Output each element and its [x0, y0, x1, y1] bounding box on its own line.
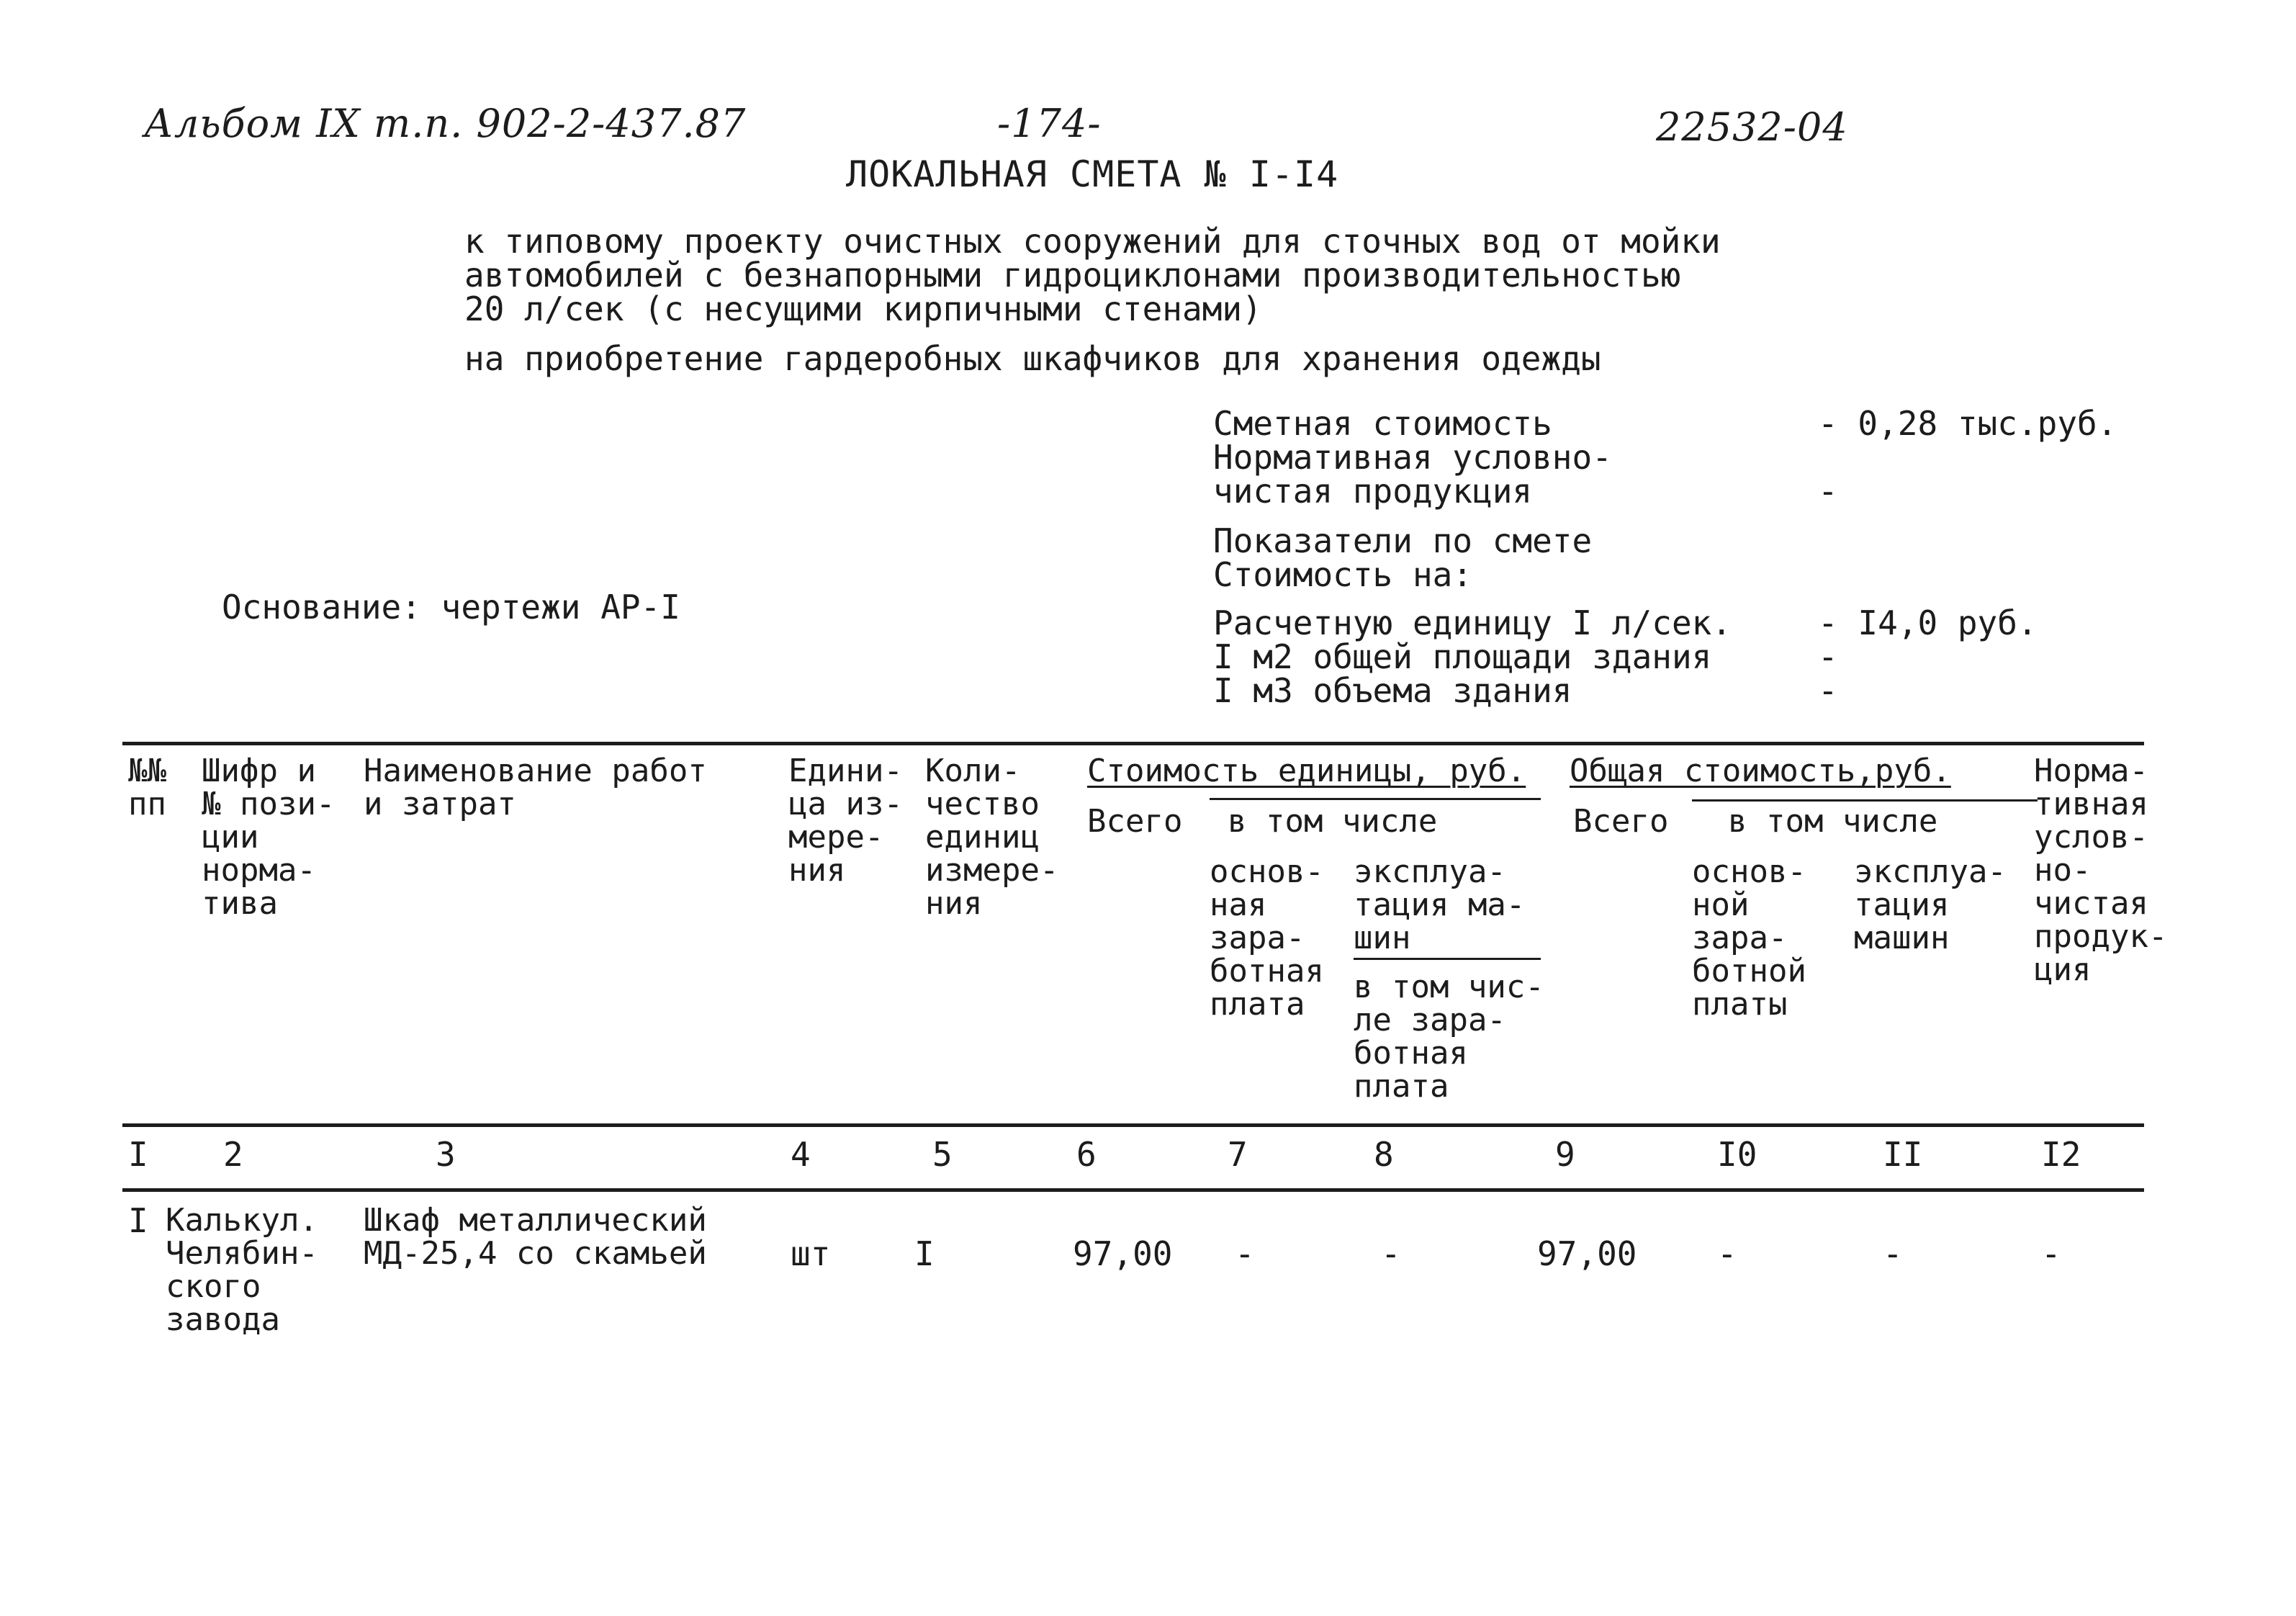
row-total-machine: - — [1883, 1234, 1903, 1273]
row-unit-machine: - — [1381, 1234, 1401, 1273]
col-header-machine-op-total: эксплуа- тация машин — [1854, 853, 2007, 956]
row-quantity: I — [914, 1234, 935, 1273]
column-number: 5 — [932, 1135, 953, 1174]
subtitle-line-2: автомобилей с безнапорными гидроциклонами производительностью — [464, 256, 1681, 295]
subtitle-line-3: 20 л/сек (с несущими кирпичными стенами) — [464, 289, 1262, 328]
including-total-header: в том числе — [1728, 803, 1938, 840]
row-normative: - — [2041, 1234, 2061, 1273]
album-reference: Альбом IX т.п. 902-2-437.87 — [144, 101, 747, 146]
table-header-rule — [122, 1123, 2144, 1127]
rule-machine-unit — [1354, 958, 1541, 960]
estimated-cost-label: Сметная стоимость — [1213, 404, 1552, 443]
col-header-name: Наименование работ и затрат — [364, 753, 707, 822]
column-number: 3 — [436, 1135, 456, 1174]
column-number: 7 — [1228, 1135, 1248, 1174]
row-code: Калькул. Челябин- ского завода — [166, 1202, 318, 1338]
estimated-cost-value: - 0,28 тыс.руб. — [1818, 404, 2117, 443]
basis-line: Основание: чертежи АР-I — [222, 588, 680, 627]
unit-label: Расчетную единицу I л/сек. — [1213, 603, 1732, 642]
table-top-rule — [122, 742, 2144, 745]
column-number: I2 — [2041, 1135, 2081, 1174]
estimate-title: ЛОКАЛЬНАЯ СМЕТА № I-I4 — [846, 153, 1339, 195]
col-header-basic-wage: основ- ная зара- ботная плата — [1210, 853, 1324, 1023]
rule-including-total — [1692, 799, 2038, 802]
table-number-rule — [122, 1188, 2144, 1192]
rule-including-unit — [1210, 798, 1541, 800]
column-number: II — [1883, 1135, 1923, 1174]
col-header-machine-wage: в том чис- ле зара- ботная плата — [1354, 969, 1544, 1105]
indicators-label: Показатели по смете — [1213, 521, 1593, 560]
row-unit: шт — [791, 1234, 831, 1273]
purpose-line: на приобретение гардеробных шкафчиков для хранения одежды — [464, 339, 1601, 378]
row-total-wage: - — [1717, 1234, 1737, 1273]
column-number: I0 — [1717, 1135, 1757, 1174]
unit-value: - I4,0 руб. — [1818, 603, 2038, 642]
page-number: -174- — [997, 101, 1102, 146]
row-unit-total: 97,00 — [1073, 1234, 1173, 1273]
area-label: I м2 общей площади здания — [1213, 637, 1712, 676]
column-number: I — [128, 1135, 148, 1174]
col-header-unit-total: Всего — [1087, 803, 1183, 840]
normative-label-1: Нормативная условно- — [1213, 438, 1612, 477]
col-header-code: Шифр и № пози- ции норма- тива — [202, 753, 336, 922]
column-number: 4 — [791, 1135, 811, 1174]
col-header-unit: Едини- ца из- мере- ния — [788, 753, 903, 889]
subtitle-line-1: к типовому проекту очистных сооружений для сточных вод от мойки — [464, 222, 1721, 261]
column-number: 8 — [1374, 1135, 1394, 1174]
volume-label: I м3 объема здания — [1213, 671, 1572, 710]
including-unit-header: в том числе — [1228, 803, 1438, 840]
column-number: 6 — [1076, 1135, 1097, 1174]
row-unit-wage: - — [1235, 1234, 1255, 1273]
row-total: 97,00 — [1537, 1234, 1637, 1273]
col-header-total: Всего — [1573, 803, 1669, 840]
total-cost-group-header: Общая стоимость,руб. — [1570, 753, 1951, 789]
col-header-machine-op: эксплуа- тация ма- шин — [1354, 853, 1526, 956]
row-number: I — [128, 1201, 148, 1240]
col-header-normative: Норма- тивная услов- но- чистая продук- ция — [2034, 753, 2168, 988]
column-number: 9 — [1555, 1135, 1575, 1174]
document-code: 22532-04 — [1656, 104, 1848, 150]
col-header-quantity: Коли- чество единиц измере- ния — [925, 753, 1059, 922]
row-name: Шкаф металлический МД-25,4 со скамьей — [364, 1202, 707, 1272]
col-header-number: №№ пп — [128, 753, 166, 822]
normative-label-2: чистая продукция — [1213, 472, 1533, 511]
cost-on-label: Стоимость на: — [1213, 555, 1473, 594]
normative-value: - — [1818, 472, 1838, 511]
unit-cost-group-header: Стоимость единицы, руб. — [1087, 753, 1526, 789]
volume-value: - — [1818, 671, 1838, 710]
column-number: 2 — [223, 1135, 243, 1174]
area-value: - — [1818, 637, 1838, 676]
col-header-basic-wage-total: основ- ной зара- ботной платы — [1692, 853, 1806, 1023]
